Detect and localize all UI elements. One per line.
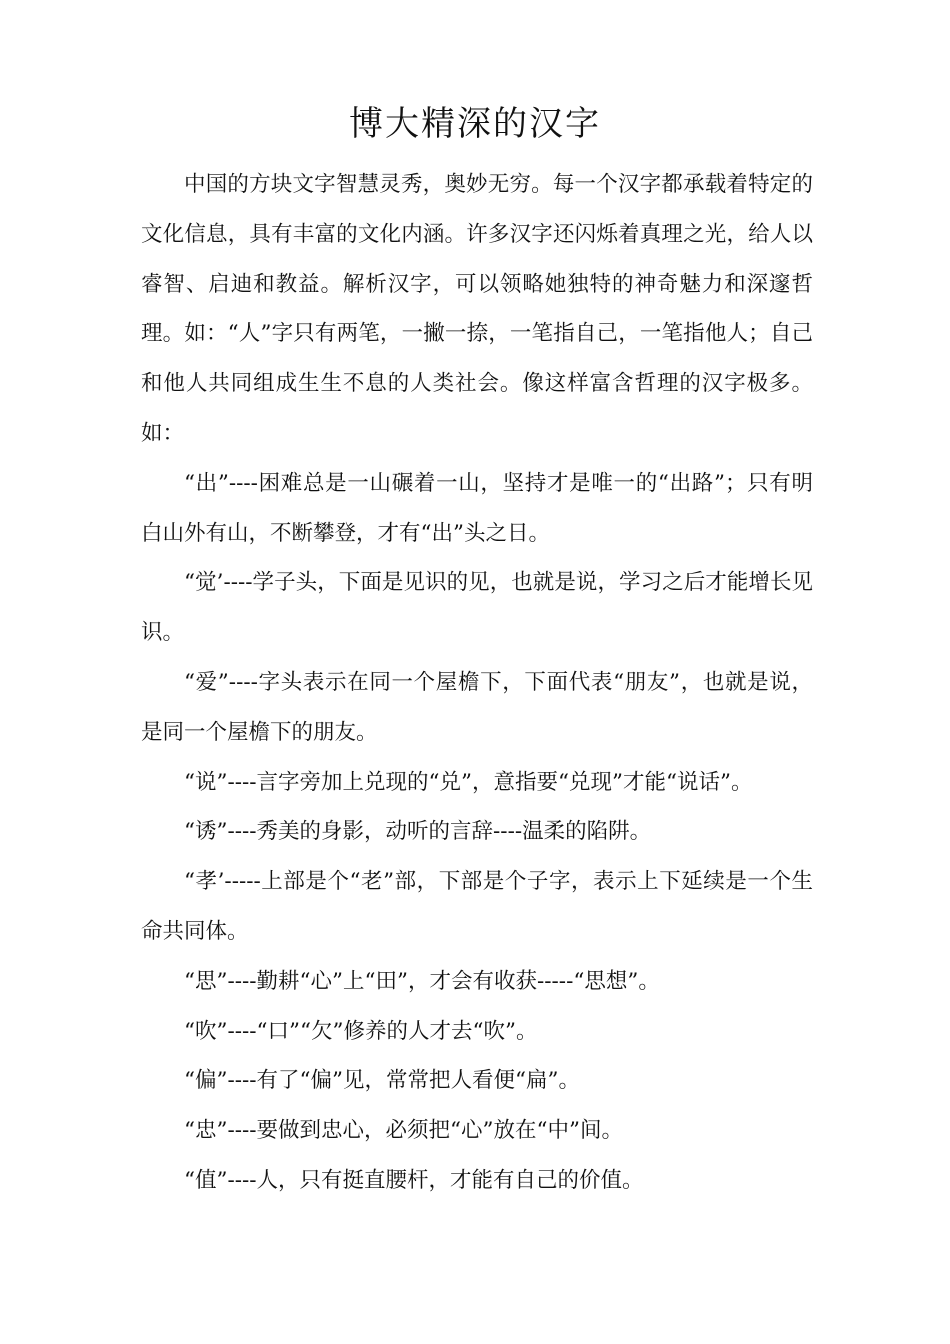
entry-zhong: “忠”----要做到忠心，必须把“心”放在“中”间。: [184, 1118, 624, 1144]
document-title: 博大精深的汉字: [349, 104, 601, 144]
entry-si: “思”----勤耕“心”上“田”，才会有收获-----“思想”。: [184, 968, 660, 994]
entry-you: “诱”----秀美的身影，动听的言辞----温柔的陷阱。: [184, 819, 652, 845]
entry-chui: “吹”----“口”“欠”修养的人才去“吹”。: [184, 1018, 538, 1044]
entry-shuo: “说”----言字旁加上兑现的“兑”，意指要“兑现”才能“说话”。: [184, 769, 753, 795]
entry-ai: “爱”----字头表示在同一个屋檐下，下面代表“朋友”，也就是说，是同一个屋檐下的朋友。: [141, 669, 813, 745]
intro-paragraph: 中国的方块文字智慧灵秀，奥妙无穷。每一个汉字都承载着特定的文化信息，具有丰富的文化内涵。许多汉字还闪烁着真理之光，给人以睿智、启迪和教益。解析汉字，可以领略她独特的神奇魅力和深邃哲理。如：“人”字只有两笔，一撇一捺，一笔指自己，一笔指他人；自己和他人共同组成生生不息的人类社会。像这样富含哲理的汉字极多。如：: [141, 172, 813, 446]
document-body: [141, 160, 813, 1206]
entry-zhi: “值”----人，只有挺直腰杆，才能有自己的价值。: [184, 1167, 644, 1193]
entry-jue: “觉’----学子头，下面是见识的见，也就是说，学习之后才能增长见识。: [141, 570, 813, 646]
entry-xiao: “孝’-----上部是个“老”部，下部是个子字，表示上下延续是一个生命共同体。: [141, 869, 813, 944]
entry-pian: “偏”----有了“偏”见，常常把人看便“扁”。: [184, 1068, 581, 1094]
entry-chu: “出”----困难总是一山碾着一山，坚持才是唯一的“出路”；只有明白山外有山，不断攀登，才有“出”头之日。: [141, 470, 813, 546]
